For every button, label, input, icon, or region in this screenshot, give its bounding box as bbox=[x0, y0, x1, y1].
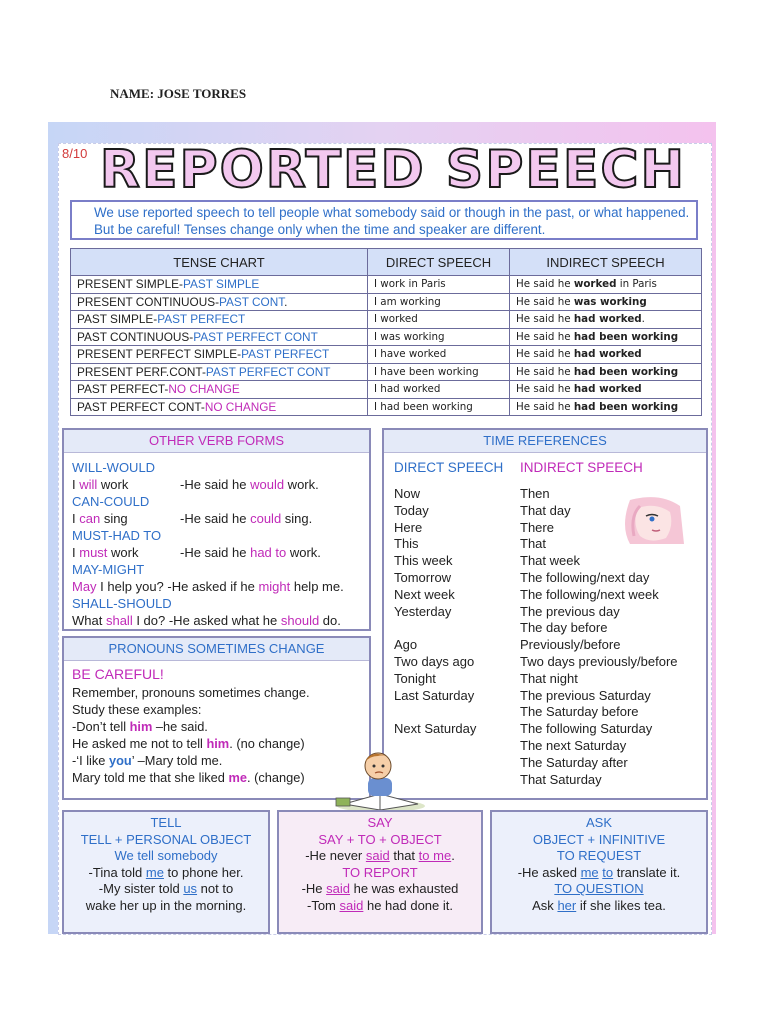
example-text: -My sister told bbox=[98, 881, 184, 896]
infinitive-word: to bbox=[602, 864, 614, 880]
can-example bbox=[72, 511, 313, 526]
tense-shift: PAST PERFECT bbox=[157, 312, 246, 327]
indirect-time-expression: That bbox=[520, 536, 547, 552]
indirect-time-expression: Previously/before bbox=[520, 637, 621, 653]
tense-label: PAST SIMPLE- bbox=[77, 312, 158, 327]
tense-cell bbox=[71, 311, 368, 329]
tense-chart-table bbox=[70, 248, 702, 416]
pronoun-example bbox=[72, 770, 305, 785]
modal-word: can bbox=[79, 511, 101, 526]
tell-rule: TELL + PERSONAL OBJECT bbox=[80, 831, 252, 847]
indirect-lead: He said he bbox=[516, 278, 574, 291]
object-word: me bbox=[580, 864, 599, 880]
table-row bbox=[71, 398, 702, 416]
ask-box bbox=[490, 810, 708, 934]
direct-cell: I work in Paris bbox=[368, 276, 510, 294]
direct-time-expression: Last Saturday bbox=[394, 687, 475, 703]
pronouns-note: Study these examples: bbox=[72, 702, 202, 717]
indirect-verb: had worked bbox=[573, 348, 642, 361]
table-row bbox=[71, 346, 702, 364]
example-text: work. bbox=[286, 545, 321, 560]
indirect-time-expression: The following/next week bbox=[520, 586, 659, 602]
say-example bbox=[279, 848, 481, 865]
indirect-cell bbox=[510, 276, 702, 294]
table-row bbox=[71, 311, 702, 329]
example-text: I bbox=[72, 477, 80, 492]
modal-word: should bbox=[280, 613, 320, 628]
direct-time-expression: Tonight bbox=[394, 670, 436, 686]
boy-reading-icon bbox=[332, 744, 430, 814]
indirect-cell bbox=[510, 398, 702, 416]
indirect-time-expression: The Saturday before bbox=[520, 704, 639, 720]
modal-word: had to bbox=[250, 545, 287, 560]
pronoun-word: him bbox=[206, 736, 230, 751]
tense-shift: PAST PERFECT CONT bbox=[205, 364, 331, 379]
object-word: to me bbox=[418, 848, 452, 863]
direct-cell: I had been working bbox=[368, 398, 510, 416]
example-text: sing. bbox=[281, 511, 313, 526]
example-text: do. bbox=[319, 613, 341, 628]
example-text: . (no change) bbox=[229, 736, 305, 751]
tense-label: PAST CONTINUOUS- bbox=[77, 329, 194, 344]
indirect-verb: had been working bbox=[573, 400, 679, 413]
table-row bbox=[71, 276, 702, 294]
direct-time-expression: This week bbox=[394, 553, 453, 569]
verb-word: said bbox=[339, 897, 364, 913]
example-text: he had done it. bbox=[363, 897, 453, 913]
indirect-lead: He said he bbox=[516, 295, 574, 308]
indirect-time-expression: The next Saturday bbox=[520, 738, 627, 753]
poster-title: REPORTED SPEECH bbox=[99, 140, 687, 200]
indirect-verb: had worked bbox=[573, 383, 642, 396]
indirect-cell bbox=[510, 328, 702, 346]
example-text: I do? -He asked what he bbox=[132, 613, 281, 628]
direct-time-expression: Now bbox=[394, 486, 421, 501]
ask-title: ASK bbox=[585, 815, 612, 830]
pronoun-word: you bbox=[108, 753, 132, 768]
will-report bbox=[180, 477, 319, 492]
modal-word: could bbox=[250, 511, 282, 526]
ask-sub-question: TO QUESTION bbox=[554, 881, 644, 896]
tense-cell bbox=[71, 328, 368, 346]
indirect-time-expression: The Saturday after bbox=[520, 754, 628, 770]
object-word: her bbox=[557, 897, 577, 913]
must-example bbox=[72, 545, 321, 560]
direct-time-expression: Here bbox=[394, 519, 423, 535]
table-row bbox=[71, 328, 702, 346]
indirect-lead: He said he bbox=[516, 330, 574, 343]
say-example bbox=[279, 881, 481, 898]
object-word: me bbox=[145, 864, 164, 880]
direct-cell: I worked bbox=[368, 311, 510, 329]
direct-cell: I have been working bbox=[368, 363, 510, 381]
example-text: Mary told me that she liked bbox=[72, 770, 229, 785]
tense-cell bbox=[71, 363, 368, 381]
example-text: he was exhausted bbox=[350, 881, 459, 896]
table-row bbox=[71, 363, 702, 381]
direct-time-expression: Tomorrow bbox=[394, 570, 452, 585]
tell-box bbox=[62, 810, 270, 934]
tense-label: PRESENT SIMPLE- bbox=[77, 277, 183, 292]
direct-time-expression: Two days ago bbox=[394, 654, 475, 669]
example-text: if she likes tea. bbox=[576, 897, 666, 913]
indirect-time-expression: The day before bbox=[520, 620, 608, 636]
say-rule: SAY + TO + OBJECT bbox=[318, 831, 442, 847]
ask-example bbox=[492, 898, 706, 915]
modal-word: must bbox=[79, 545, 108, 560]
say-title: SAY bbox=[367, 815, 393, 830]
indirect-time-expression: That week bbox=[520, 553, 580, 569]
may-might-heading: MAY-MIGHT bbox=[72, 562, 145, 577]
indirect-lead: He said he bbox=[516, 348, 574, 361]
tell-example bbox=[64, 881, 268, 898]
example-text: to phone her. bbox=[163, 864, 244, 880]
example-text: -He said he bbox=[180, 477, 251, 492]
direct-cell: I was working bbox=[368, 328, 510, 346]
indirect-time-expression: That Saturday bbox=[520, 771, 602, 787]
example-text: translate it. bbox=[613, 864, 681, 880]
example-text: He asked me not to tell bbox=[72, 736, 207, 751]
example-text: help me. bbox=[290, 579, 344, 594]
student-name: NAME: JOSE TORRES bbox=[110, 86, 247, 101]
ask-example bbox=[492, 865, 706, 882]
indirect-tail: . bbox=[641, 313, 645, 326]
indirect-lead: He said he bbox=[516, 365, 574, 378]
indirect-time-expression: The following Saturday bbox=[520, 721, 653, 737]
indirect-time-expression: Two days previously/before bbox=[520, 654, 678, 669]
modal-word: might bbox=[258, 579, 291, 594]
tell-example bbox=[64, 865, 268, 882]
tense-cell bbox=[71, 381, 368, 399]
example-text: . bbox=[451, 848, 455, 863]
indirect-verb: worked bbox=[573, 278, 617, 291]
tell-title: TELL bbox=[150, 815, 182, 830]
must-report bbox=[180, 545, 321, 560]
pronoun-example bbox=[72, 753, 222, 768]
object-word: us bbox=[183, 881, 198, 896]
tense-tail: . bbox=[284, 294, 288, 309]
col-indirect-label: INDIRECT SPEECH bbox=[520, 460, 643, 475]
time-references-title: TIME REFERENCES bbox=[384, 430, 706, 453]
indirect-verb: had been working bbox=[573, 365, 679, 378]
example-text: -He said he bbox=[180, 511, 251, 526]
header-tense: TENSE CHART bbox=[71, 249, 368, 276]
time-references-box bbox=[382, 428, 708, 800]
table-row bbox=[71, 381, 702, 399]
direct-time-expression: Next Saturday bbox=[394, 721, 477, 737]
tense-cell bbox=[71, 346, 368, 364]
header-indirect: INDIRECT SPEECH bbox=[510, 249, 702, 276]
indirect-tail: in Paris bbox=[616, 278, 657, 291]
shall-should-heading: SHALL-SHOULD bbox=[72, 596, 172, 611]
example-text: not to bbox=[197, 881, 234, 896]
example-text: -‘I like bbox=[72, 753, 109, 768]
example-text: I help you? -He asked if he bbox=[96, 579, 259, 594]
col-direct-label: DIRECT SPEECH bbox=[394, 460, 504, 475]
indirect-time-expression: The previous Saturday bbox=[520, 687, 651, 703]
example-text: -Tina told bbox=[88, 864, 146, 880]
say-box bbox=[277, 810, 483, 934]
direct-time-expression: Yesterday bbox=[394, 603, 452, 619]
direct-time-expression: This bbox=[394, 536, 419, 552]
verb-word: said bbox=[365, 848, 390, 863]
example-text: I bbox=[72, 511, 80, 526]
example-text: –he said. bbox=[152, 719, 208, 734]
shall-example bbox=[72, 613, 341, 628]
be-careful-heading: BE CAREFUL! bbox=[72, 666, 164, 682]
tense-label: PAST PERFECT- bbox=[77, 382, 169, 397]
tense-label: PAST PERFECT CONT- bbox=[77, 399, 205, 414]
example-text: -He never bbox=[305, 848, 366, 863]
direct-cell: I have worked bbox=[368, 346, 510, 364]
tense-cell bbox=[71, 293, 368, 311]
indirect-time-expression: That night bbox=[520, 670, 578, 686]
direct-cell: I am working bbox=[368, 293, 510, 311]
other-verb-forms-title: OTHER VERB FORMS bbox=[64, 430, 369, 453]
example-text: -He bbox=[301, 881, 327, 896]
indirect-cell bbox=[510, 311, 702, 329]
indirect-verb: was working bbox=[573, 295, 647, 308]
verb-word: said bbox=[326, 881, 350, 896]
tense-shift: PAST CONT bbox=[219, 294, 285, 309]
indirect-cell bbox=[510, 381, 702, 399]
can-could-heading: CAN-COULD bbox=[72, 494, 150, 509]
ask-rule: OBJECT + INFINITIVE bbox=[532, 831, 666, 847]
indirect-time-expression: The previous day bbox=[520, 603, 620, 619]
indirect-time-expression: Then bbox=[520, 486, 550, 501]
indirect-lead: He said he bbox=[516, 313, 574, 326]
intro-text: We use reported speech to tell people what somebody said or though in the past, or what happened. But be careful! Tenses change only when the time and speaker are different. bbox=[70, 200, 698, 240]
indirect-lead: He said he bbox=[516, 383, 574, 396]
example-text: work bbox=[97, 477, 129, 492]
example-text: I bbox=[72, 545, 80, 560]
tense-shift: PAST PERFECT CONT bbox=[193, 329, 318, 344]
tense-shift: NO CHANGE bbox=[204, 399, 277, 414]
say-example bbox=[279, 898, 481, 915]
tense-shift: PAST PERFECT bbox=[241, 347, 330, 362]
header-direct: DIRECT SPEECH bbox=[368, 249, 510, 276]
example-text: sing bbox=[100, 511, 128, 526]
example-text: . (change) bbox=[246, 770, 305, 785]
example-text: work. bbox=[284, 477, 319, 492]
tense-cell bbox=[71, 276, 368, 294]
indirect-verb: had been working bbox=[573, 330, 679, 343]
girl-face-icon bbox=[600, 496, 684, 544]
indirect-cell bbox=[510, 346, 702, 364]
tense-cell bbox=[71, 398, 368, 416]
indirect-cell bbox=[510, 363, 702, 381]
must-had-heading: MUST-HAD TO bbox=[72, 528, 162, 543]
tense-label: PRESENT CONTINUOUS- bbox=[77, 294, 220, 309]
other-verb-forms-box bbox=[62, 428, 371, 631]
ask-sub-request: TO REQUEST bbox=[556, 848, 642, 863]
direct-time-expression: Today bbox=[394, 502, 429, 518]
score-mark: 8/10 bbox=[62, 146, 88, 161]
indirect-cell bbox=[510, 293, 702, 311]
tense-shift: NO CHANGE bbox=[168, 382, 240, 397]
tense-chart-header bbox=[71, 249, 702, 276]
tell-example: wake her up in the morning. bbox=[85, 897, 247, 913]
example-text: -Tom bbox=[307, 897, 340, 913]
example-text: work bbox=[107, 545, 139, 560]
will-example bbox=[72, 477, 319, 492]
indirect-time-expression: That day bbox=[520, 502, 571, 518]
pronouns-title: PRONOUNS SOMETIMES CHANGE bbox=[64, 638, 369, 661]
pronoun-example bbox=[72, 736, 305, 751]
say-sub: TO REPORT bbox=[342, 864, 418, 880]
modal-word: shall bbox=[105, 613, 133, 628]
example-text: that bbox=[389, 848, 419, 863]
tense-label: PRESENT PERFECT SIMPLE- bbox=[77, 347, 242, 362]
modal-word: May bbox=[72, 579, 97, 594]
example-text: What bbox=[72, 613, 106, 628]
example-text: Ask bbox=[532, 897, 558, 913]
example-text: ’ –Mary told me. bbox=[131, 753, 223, 768]
direct-time-expression: Ago bbox=[394, 637, 418, 653]
modal-word: will bbox=[79, 477, 98, 492]
table-row bbox=[71, 293, 702, 311]
tense-shift: PAST SIMPLE bbox=[182, 277, 260, 292]
example-text: -He asked bbox=[517, 864, 581, 880]
will-would-heading: WILL-WOULD bbox=[72, 460, 156, 475]
may-example bbox=[72, 579, 344, 594]
pronoun-word: him bbox=[129, 719, 153, 734]
tell-sub: We tell somebody bbox=[114, 848, 218, 863]
pronouns-note: Remember, pronouns sometimes change. bbox=[72, 685, 310, 700]
pronoun-word: me bbox=[228, 770, 247, 785]
direct-cell: I had worked bbox=[368, 381, 510, 399]
example-text: -He said he bbox=[180, 545, 251, 560]
example-text: -Don’t tell bbox=[72, 719, 130, 734]
tense-label: PRESENT PERF.CONT- bbox=[77, 364, 206, 379]
pronouns-box bbox=[62, 636, 371, 800]
indirect-time-expression: There bbox=[520, 519, 554, 535]
can-report bbox=[180, 511, 312, 526]
direct-time-expression: Next week bbox=[394, 586, 455, 602]
indirect-lead: He said he bbox=[516, 400, 574, 413]
indirect-verb: had worked bbox=[573, 313, 642, 326]
pronoun-example bbox=[72, 719, 208, 734]
modal-word: would bbox=[250, 477, 285, 492]
indirect-time-expression: The following/next day bbox=[520, 570, 650, 585]
